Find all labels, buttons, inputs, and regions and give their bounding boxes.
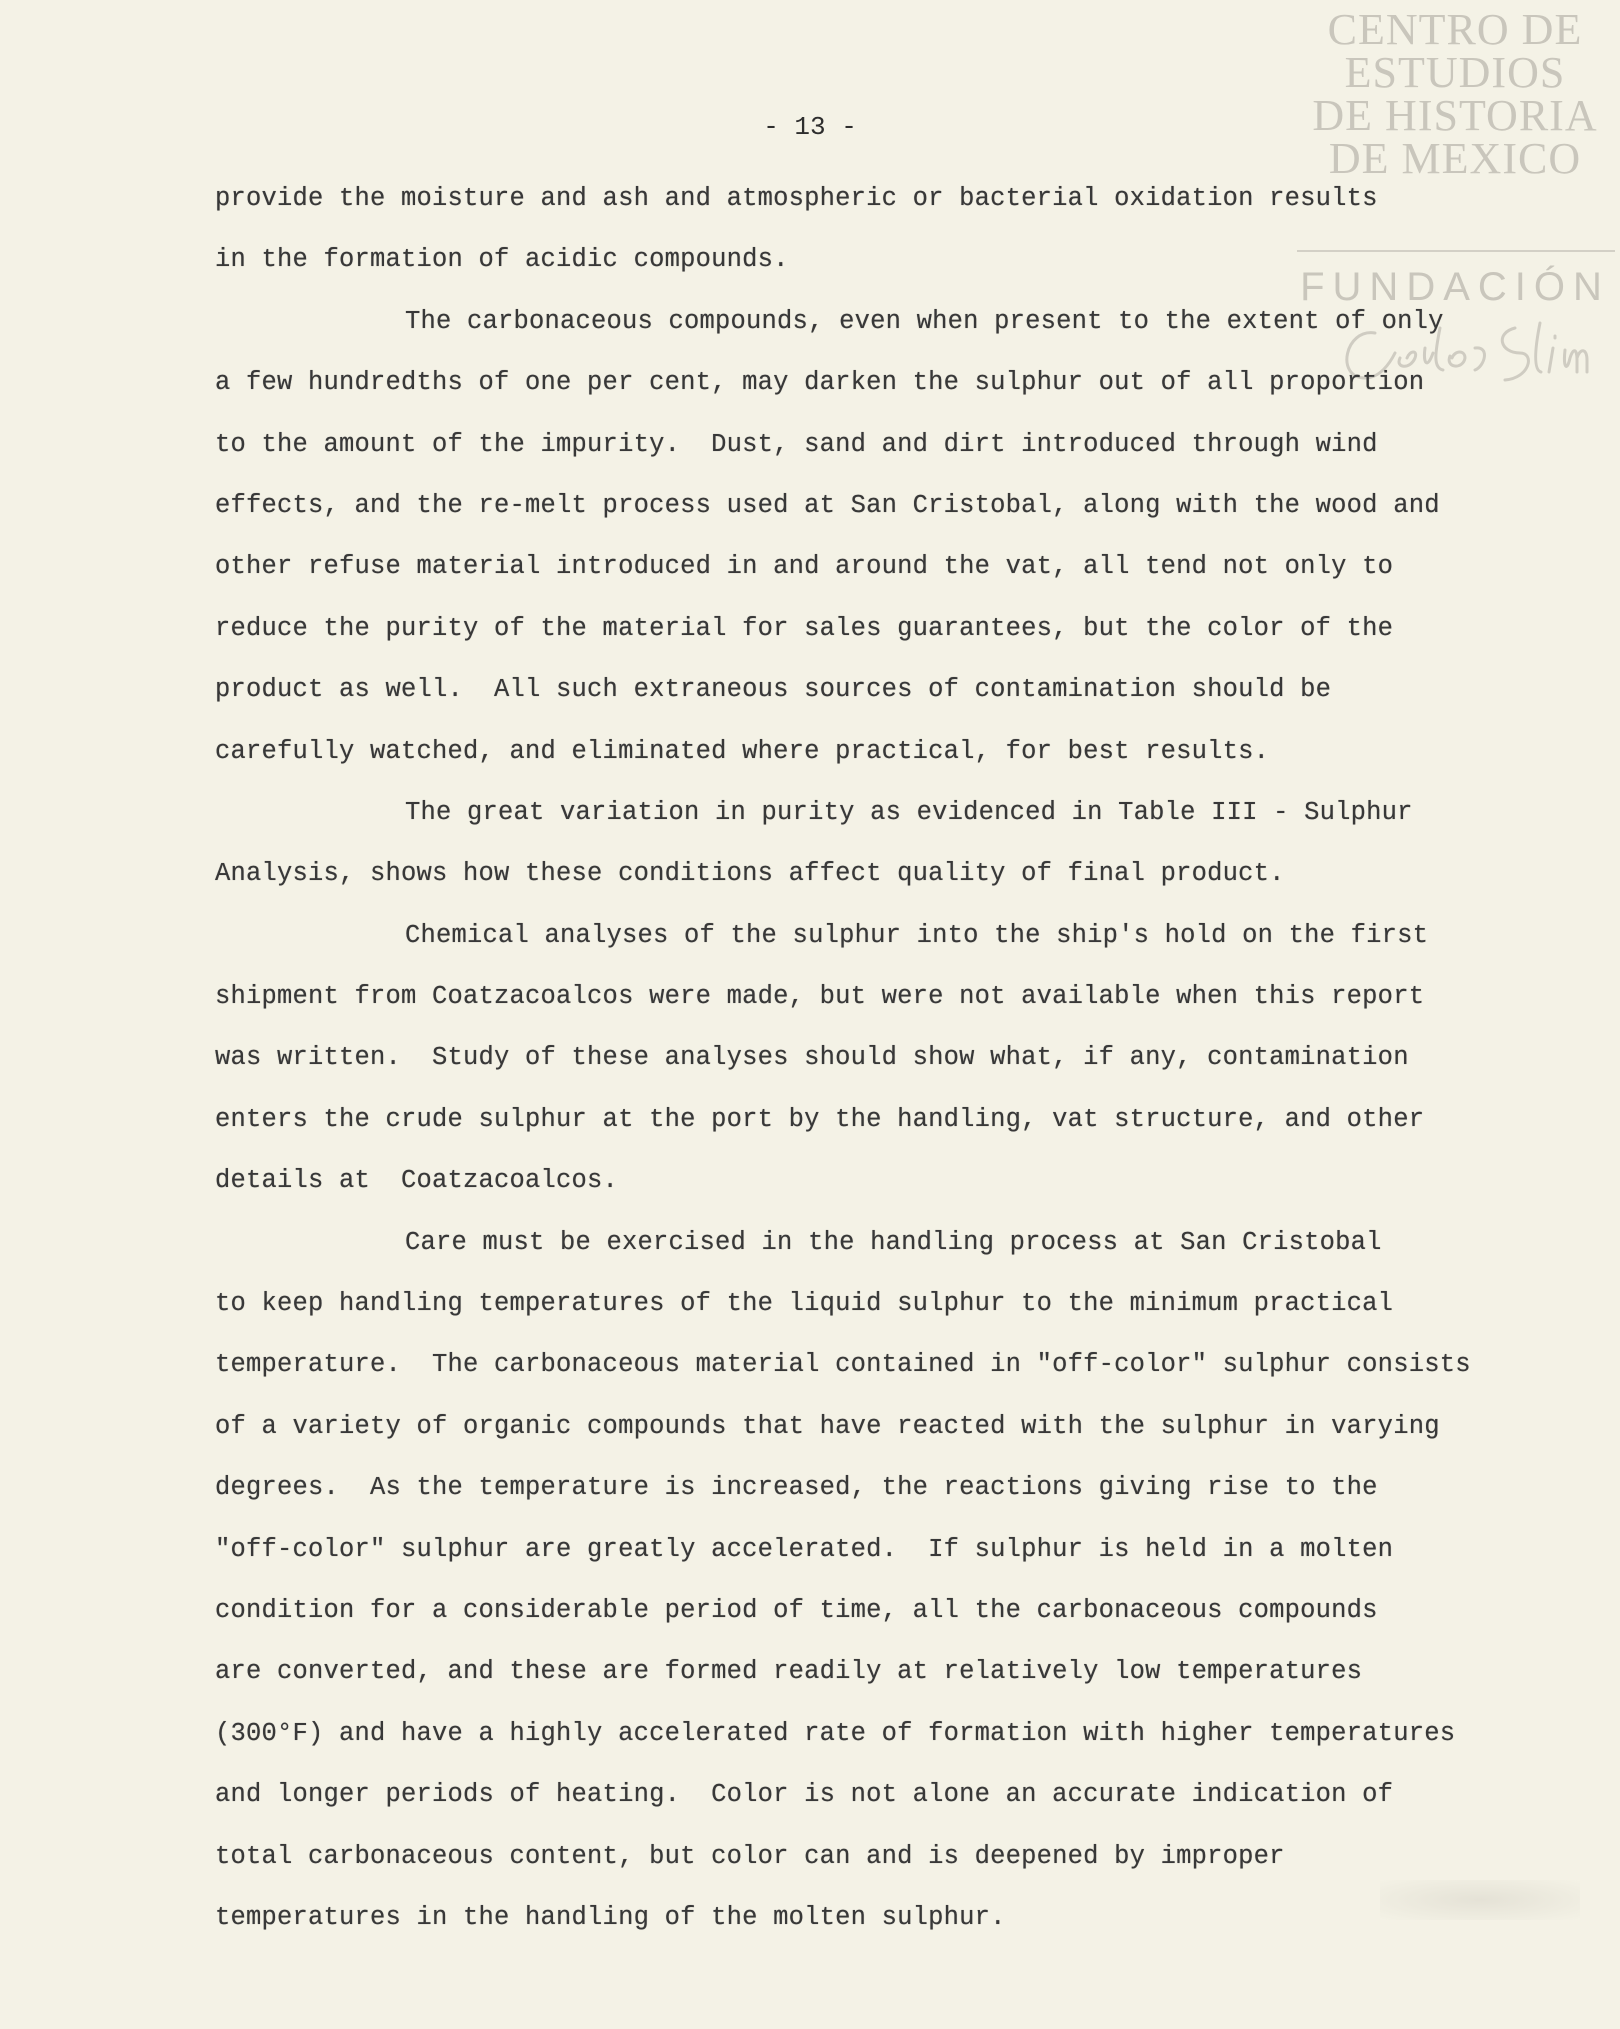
text-line: product as well. All such extraneous sources of contamination should be	[215, 675, 1332, 705]
text-line: provide the moisture and ash and atmospheric or bacterial oxidation results	[215, 184, 1378, 213]
page-number: - 13 -	[763, 112, 857, 142]
text-line: of a variety of organic compounds that have reacted with the sulphur in varying	[215, 1411, 1440, 1441]
text-line: (300°F) and have a highly accelerated rate of formation with higher temperatures	[215, 1718, 1456, 1748]
text-line: condition for a considerable period of time, all the carbonaceous compounds	[215, 1595, 1378, 1625]
paper-scuff	[1380, 1880, 1580, 1920]
text-line: degrees. As the temperature is increased, the reactions giving rise to the	[215, 1473, 1378, 1503]
text-line: reduce the purity of the material for sales guarantees, but the color of the	[215, 613, 1394, 643]
text-line: enters the crude sulphur at the port by the handling, vat structure, and other	[215, 1104, 1425, 1134]
text-line: in the formation of acidic compounds.	[215, 245, 789, 275]
text-line: other refuse material introduced in and around the vat, all tend not only to	[215, 552, 1394, 582]
text-line: carefully watched, and eliminated where practical, for best results.	[215, 736, 1270, 766]
text-line: to the amount of the impurity. Dust, sand and dirt introduced through wind	[215, 429, 1378, 459]
text-line: are converted, and these are formed readily at relatively low temperatures	[215, 1657, 1363, 1687]
watermark-fundacion: FUNDACIÓN	[1300, 265, 1610, 309]
text-line: temperatures in the handling of the molten sulphur.	[215, 1902, 1006, 1932]
text-line: details at Coatzacoalcos.	[215, 1166, 619, 1196]
text-line: and longer periods of heating. Color is not alone an accurate indication of	[215, 1780, 1394, 1810]
text-line: Chemical analyses of the sulphur into the ship's hold on the first	[405, 920, 1429, 950]
text-line: effects, and the re-melt process used at San Cristobal, along with the wood and	[215, 490, 1440, 520]
text-line: shipment from Coatzacoalcos were made, but were not available when this report	[215, 982, 1425, 1012]
text-line: The great variation in purity as evidenced in Table III - Sulphur	[405, 797, 1413, 827]
text-line: to keep handling temperatures of the liquid sulphur to the minimum practical	[215, 1289, 1394, 1319]
watermark-line: DE HISTORIA	[1312, 91, 1598, 140]
text-line: Care must be exercised in the handling process at San Cristobal	[405, 1227, 1382, 1257]
text-line: Analysis, shows how these conditions affect quality of final product.	[215, 859, 1285, 889]
watermark-centro	[1295, 5, 1615, 183]
text-line: total carbonaceous content, but color can and is deepened by improper	[215, 1841, 1285, 1871]
document-body	[215, 168, 1525, 1948]
text-line: temperature. The carbonaceous material contained in "off-color" sulphur consists	[215, 1350, 1471, 1380]
text-line: was written. Study of these analyses should show what, if any, contamination	[215, 1043, 1409, 1073]
watermark-line: DE MEXICO	[1328, 134, 1582, 183]
text-line: The carbonaceous compounds, even when present to the extent of only	[405, 306, 1444, 336]
watermark-line: CENTRO DE	[1327, 5, 1583, 54]
text-line: "off-color" sulphur are greatly accelerated. If sulphur is held in a molten	[215, 1534, 1394, 1564]
text-line: a few hundredths of one per cent, may darken the sulphur out of all proportion	[215, 368, 1425, 398]
watermark-line: ESTUDIOS	[1344, 48, 1566, 97]
